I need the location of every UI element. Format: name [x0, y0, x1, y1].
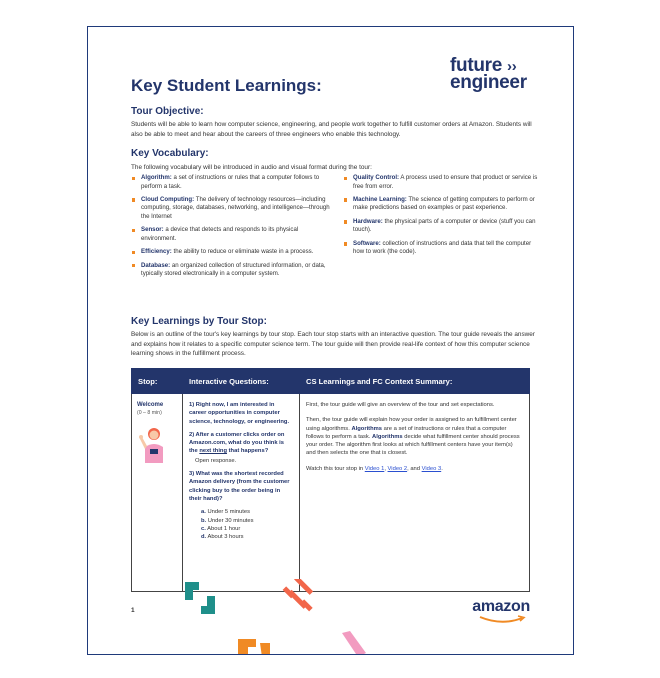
option-text: About 1 hour	[205, 525, 241, 532]
header-summary: CS Learnings and FC Context Summary:	[300, 369, 530, 394]
vocab-definition: The science of getting computers to perform or make predictions based on examples or past experience.	[353, 195, 535, 212]
separator: , and	[407, 465, 422, 472]
table-row	[132, 394, 530, 592]
vocab-item	[131, 226, 331, 243]
amazon-logo: amazon	[472, 598, 530, 615]
document-page	[87, 26, 574, 655]
learnings-heading: Key Learnings by Tour Stop:	[131, 316, 267, 327]
brand-chevron-icon: ››	[507, 58, 517, 75]
vocab-definition: the ability to reduce or eliminate waste in a process.	[171, 248, 314, 256]
vocabulary-right-column	[343, 174, 543, 262]
summary-text: decide what fulfillment center should process your order. The algorithm first looks at which fulfillment centers have your item(s) and then selects the one that is closest.	[306, 433, 520, 457]
header-stop: Stop:	[132, 369, 183, 394]
summary-term: Algorithms	[351, 425, 383, 432]
vocab-definition: a device that detects and responds to its physical environment.	[141, 226, 299, 242]
future-engineer-logo	[450, 55, 530, 93]
vocab-item	[343, 218, 543, 235]
video-2-link[interactable]: Video 2	[387, 465, 408, 472]
summary-text: are a set of instructions or rules that a computer follows to perform a task.	[306, 425, 507, 440]
waving-person-icon	[137, 425, 171, 465]
answer-options	[201, 508, 293, 541]
answer-option	[201, 517, 293, 525]
vocab-term: Machine Learning:	[353, 195, 407, 203]
vocab-item	[343, 174, 543, 191]
option-text: Under 30 minutes	[206, 517, 254, 524]
summary-term: Algorithms	[372, 433, 403, 440]
option-letter: c.	[201, 525, 206, 532]
amazon-smile-icon	[478, 615, 528, 624]
vocab-item	[131, 248, 331, 257]
vocabulary-heading: Key Vocabulary:	[131, 148, 209, 159]
option-text: About 3 hours	[206, 534, 244, 541]
learnings-intro: Below is an outline of the tour's key learnings by tour stop. Each tour stop starts with an interactive question. The tour guide reveals the answer and explains how it relates to a specific computer science term. The tour guide will then provide real-life context of how this computer science learning shows in the fulfillment process.	[131, 331, 535, 357]
vocab-item	[343, 196, 543, 213]
answer-option	[201, 525, 293, 533]
objective-text: Students will be able to learn how computer science, engineering, and people work together to fulfill customer orders at Amazon. Students will also be able to meet and hear about the careers of three engineers who enable this technology.	[131, 121, 532, 138]
vocab-term: Database:	[141, 261, 171, 269]
pink-chevron-icon	[338, 631, 368, 655]
question-2-emphasis: next thing	[199, 448, 228, 455]
orange-bracket-icon	[236, 633, 274, 655]
teal-bracket-icon	[183, 580, 217, 616]
question-2-end: that happens?	[227, 448, 269, 455]
summary-text: Watch this tour stop in	[306, 465, 365, 472]
vocab-definition: a set of instructions or rules that a computer follows to perform a task.	[141, 174, 320, 190]
vocab-term: Efficiency:	[141, 248, 172, 256]
vocab-definition: the physical parts of a computer or device (stuff you can touch).	[353, 217, 536, 234]
vocab-item	[131, 262, 331, 279]
brand-line2: engineer	[450, 72, 527, 93]
option-letter: d.	[201, 534, 207, 541]
vocab-term: Sensor:	[141, 226, 164, 234]
tour-stops-table	[131, 368, 530, 592]
page-number: 1	[131, 607, 135, 614]
vocabulary-intro: The following vocabulary will be introduced in audio and visual format during the tour:	[131, 164, 372, 171]
question-1: 1) Right now, I am interested in career opportunities in computer science, technology, or engineering.	[189, 402, 290, 425]
summary-text: Then, the tour guide will explain how your order is assigned to an fulfillment center using algorithms.	[306, 417, 517, 432]
option-letter: a.	[201, 509, 206, 516]
stop-cell	[132, 394, 183, 592]
summary-paragraph-3	[306, 465, 523, 473]
summary-paragraph-2	[306, 416, 523, 457]
vocabulary-left-column	[131, 174, 331, 283]
vocab-term: Algorithm:	[141, 174, 172, 181]
header-questions: Interactive Questions:	[183, 369, 300, 394]
table-header-row	[132, 369, 530, 394]
question-3: 3) What was the shortest recorded Amazon delivery (from the customer clicking buy to the order being in their hand)?	[189, 471, 290, 502]
stop-time: (0 – 8 min)	[137, 410, 162, 417]
vocab-item	[131, 196, 331, 222]
separator: .	[441, 465, 443, 472]
vocab-item	[343, 240, 543, 257]
vocab-term: Software:	[353, 239, 381, 247]
summary-paragraph-1: First, the tour guide will give an overview of the tour and set expectations.	[306, 402, 495, 408]
vocab-term: Cloud Computing:	[141, 195, 195, 203]
vocab-definition: an organized collection of structured information, or data, typically stored electronically in a computer system.	[141, 261, 326, 278]
coral-slash-icon	[281, 579, 317, 615]
brand-line1: future	[450, 55, 503, 76]
vocab-definition: A process used to ensure that product or service is free from error.	[353, 174, 538, 190]
question-2	[189, 431, 293, 456]
vocab-definition: The delivery of technology resources—including computing, storage, databases, networking, and intelligence—through the Internet	[141, 195, 330, 221]
page-title: Key Student Learnings:	[131, 76, 322, 95]
vocab-definition: collection of instructions and data that tell the computer how to work (the code).	[353, 239, 532, 256]
stop-name: Welcome	[137, 402, 164, 408]
question-2-text: 2) After a customer clicks order on Amazon.com, what do you think is the	[189, 431, 285, 455]
separator: ,	[384, 465, 388, 472]
vocab-term: Hardware:	[353, 217, 383, 225]
question-2-note: Open response.	[195, 457, 237, 464]
vocab-item	[131, 174, 331, 191]
summary-cell	[300, 394, 530, 592]
questions-cell	[183, 394, 300, 592]
option-letter: b.	[201, 517, 207, 524]
answer-option	[201, 508, 293, 516]
option-text: Under 5 minutes	[205, 509, 250, 516]
objective-heading: Tour Objective:	[131, 106, 204, 117]
vocab-term: Quality Control:	[353, 174, 400, 181]
answer-option	[201, 533, 293, 541]
video-3-link[interactable]: Video 3	[421, 465, 442, 472]
video-1-link[interactable]: Video 1	[364, 465, 385, 472]
